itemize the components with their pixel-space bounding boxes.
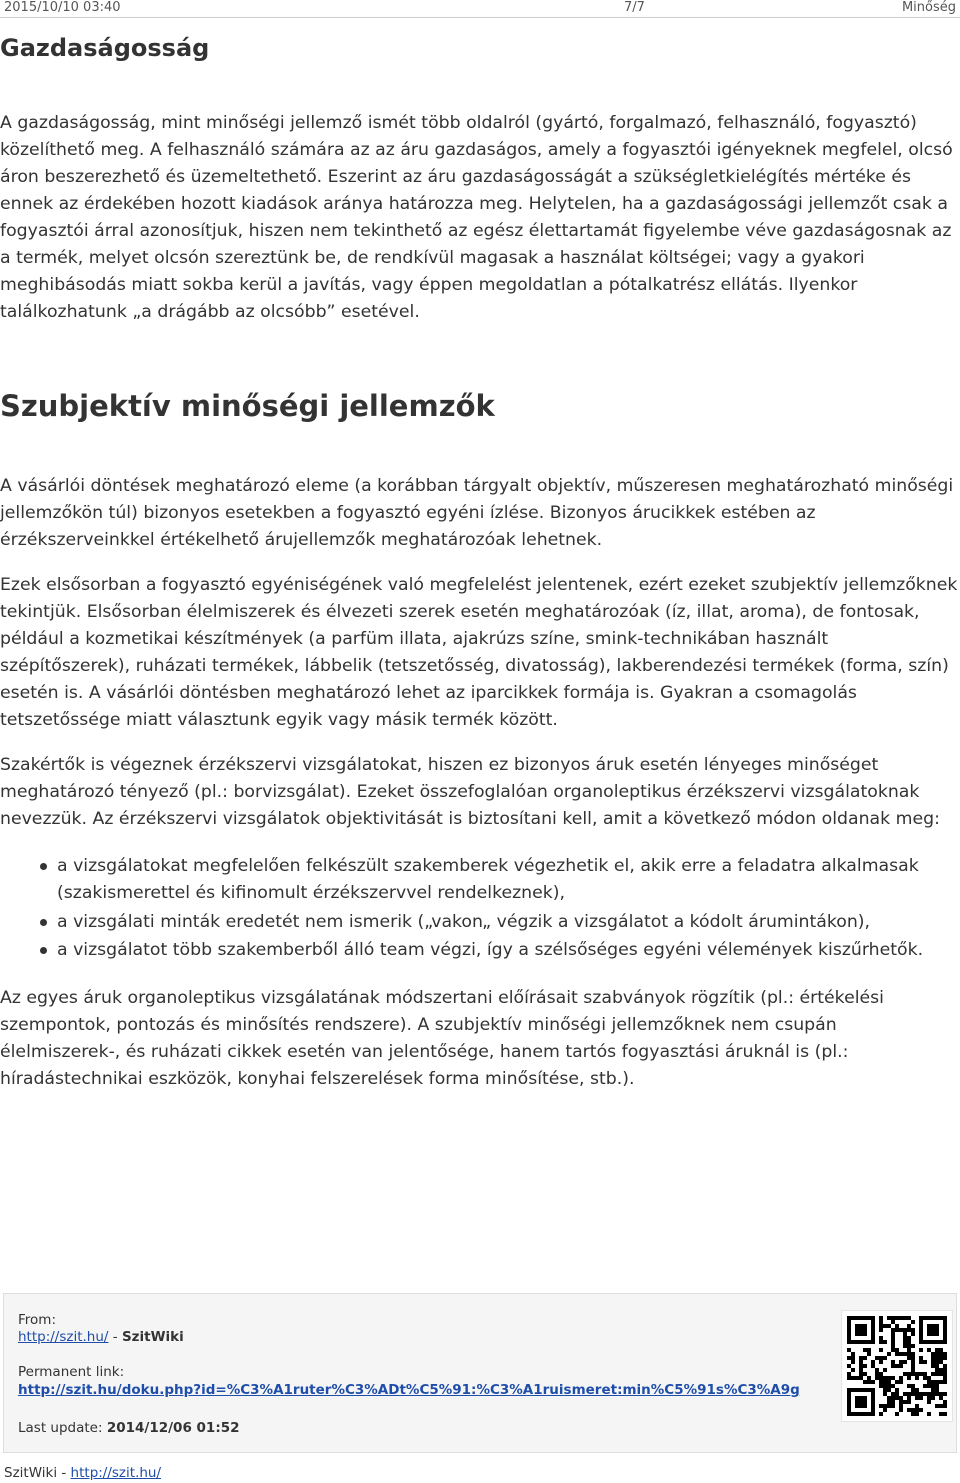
bottom-footer [4,1465,161,1481]
section-heading-gazdasagossag: Gazdaságosság [0,34,210,62]
document-title: Minőség [901,0,956,15]
list-item [57,853,960,907]
permanent-link[interactable] [18,1382,800,1398]
last-update-value: 2014/12/06 01:52 [106,1420,240,1436]
page-header [4,0,956,18]
list-item [57,937,960,964]
qr-code-icon [841,1310,953,1422]
bullet-dot-icon [40,947,47,954]
page-number: 7/7 [624,0,645,15]
site-link[interactable]: http://szit.hu/ [18,1329,109,1345]
permanent-link-url[interactable]: http://szit.hu/doku.php?id=%C3%A1ruter%C3%ADt%C5%91:%C3%A1ruismeret:min%C5%91s%C3%A9g [18,1382,800,1398]
bottom-site-link[interactable]: http://szit.hu/ [70,1465,162,1481]
permanent-link-label: Permanent link: [18,1364,125,1380]
bullet-list [0,853,960,964]
paragraph: A vásárlói döntések meghatározó eleme (a korábban tárgyalt objektív, műszeresen meghatározható minőségi jellemzőkön túl) bizonyos esetekben a fogyasztó egyéni ízlése. Bizonyos árucikkek estében az érzékszerveinkkel értékelhető árujellemzők meghatározóak lehetnek. [0,476,954,550]
source-line [18,1329,184,1345]
list-item [57,909,960,936]
header-divider [0,17,960,18]
qr-code-graphic [842,1311,952,1421]
bottom-site-name: SzitWiki [4,1465,58,1481]
list-item-text: a vizsgálati minták eredetét nem ismerik („vakon„ végzik a vizsgálatot a kódolt árumintákon), [57,911,871,932]
list-item-text: a vizsgálatokat megfelelően felkészült szakemberek végezhetik el, akik erre a feladatra alkalmasak (szakismerettel és kifinomult érzékszervvel rendelkeznek), [57,856,919,903]
list-item-text: a vizsgálatot több szakemberből álló team végzi, így a szélsőséges egyéni vélemények kiszűrhetők. [57,940,924,960]
paragraph: Ezek elsősorban a fogyasztó egyéniségének való megfelelést jelentenek, ezért ezeket szubjektív jellemzőknek tekintjük. Elsősorban élelmiszerek és élvezeti szerek esetén meghatározóak (íz, illat, aroma), de fontosak, például a kozmetikai készítmények (a parfüm illata, ajakrúzs színe, smink-technikában használt szépítőszerek), ruházati termékek, lábbelik (tetszetősség, divatosság), lakberendezési termékek (forma, szín) esetén is. A vásárlói döntésben meghatározó lehet az iparcikkek formája is. Gyakran a csomagolás tetszetőssége miatt választunk egyik vagy másik termék között. [0,575,958,730]
paragraph: A gazdaságosság, mint minőségi jellemző ismét több oldalról (gyártó, forgalmazó, felhasználó, fogyasztó) közelíthető meg. A felhasználó számára az az áru gazdaságos, amely a fogyasztói igényeknek megfelel, olcsó áron beszerezhető és üzemeltethető. Eszerint az áru gazdaságosságát a szükségletkielégítés mértéke és ennek az érdekében hozott kiadások aránya határozza meg. Helytelen, ha a gazdaságossági jellemzőt csak a fogyasztói árral azonosítjuk, hiszen nem tekinthető az egész élettartamát figyelembe véve gazdaságosnak az a termék, melyet olcsón szereztünk be, de rendkívül magasak a használat költségei; vagy a gyakori meghibásodás miatt sokba kerül a javítás, vagy éppen megoldatlan a pótalkatrész ellátás. Ilyenkor találkozhatunk „a drágább az olcsóbb” esetével. [0,113,953,322]
print-datetime: 2015/10/10 03:40 [4,0,121,15]
bullet-dot-icon [40,919,47,926]
paragraph: Szakértők is végeznek érzékszervi vizsgálatokat, hiszen ez bizonyos áruk esetén lényeges minőséget meghatározó tényező (pl.: borvizsgálat). Ezeket összefoglalóan organoleptikus érzékszervi vizsgálatoknak nevezzük. Az érzékszervi vizsgálatok objektivitását is biztosítani kell, amit a következő módon oldanak meg: [0,755,940,829]
section-heading-szubjektiv: Szubjektív minőségi jellemzők [0,389,495,423]
separator: - [108,1329,122,1345]
last-update-label: Last update: [18,1420,103,1436]
from-label: From: [18,1312,56,1328]
bottom-separator: - [57,1465,71,1481]
page-content [0,30,960,1093]
paragraph: Az egyes áruk organoleptikus vizsgálatának módszertani előírásait szabványok rögzítik (pl.: értékelési szempontok, pontozás és minősítés rendszere). A szubjektív minőségi jellemzőknek nem csupán élelmiszerek-, és ruházati cikkek esetén van jelentősége, hanem tartós fogyasztási áruknál is (pl.: híradástechnikai eszközök, konyhai felszerelések forma minősítése, stb.). [0,988,884,1089]
footer-info-box [3,1293,957,1453]
bullet-dot-icon [40,863,47,870]
last-update [18,1420,240,1436]
site-name: SzitWiki [121,1329,184,1345]
